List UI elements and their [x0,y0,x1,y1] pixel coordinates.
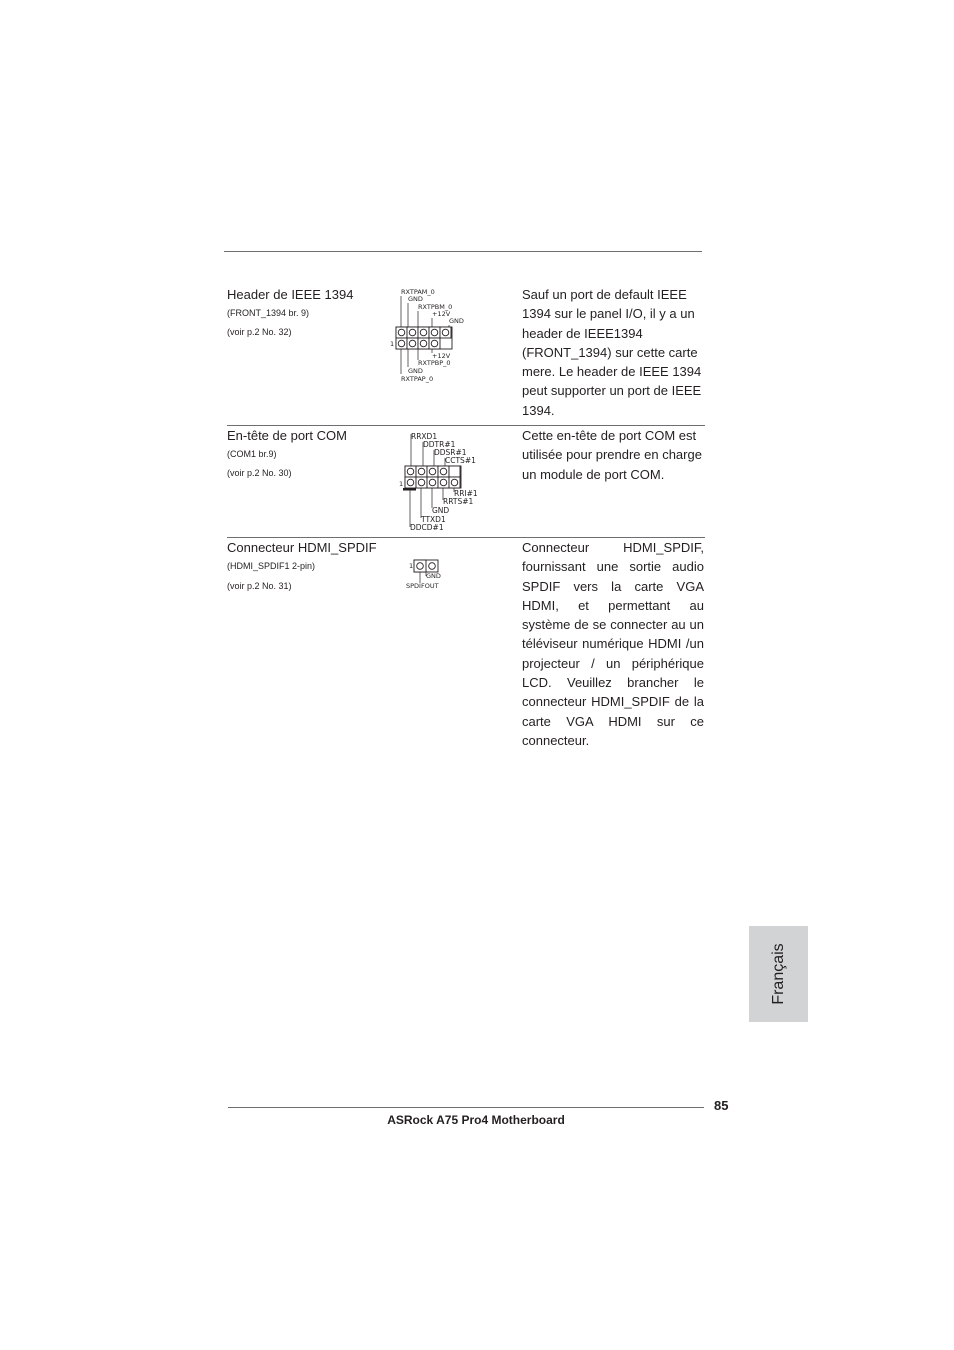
pin-label: +12V [432,310,451,318]
pin-label: RRI#1 [454,489,478,498]
hdmi-spdif-labels [227,540,387,591]
pin-one-marker: 1 [409,562,414,570]
pin-label: GND [408,295,423,303]
page-number: 85 [714,1098,729,1113]
pin-label: RRTS#1 [443,497,474,506]
language-tab [749,926,808,1022]
pin-label: RXTPBP_0 [418,359,451,367]
pin-label: RXTPAM_0 [401,288,435,296]
pin-one-marker: 1 [399,480,404,488]
pin-label: GND [449,317,464,325]
hdmi-spdif-ref2: (voir p.2 No. 31) [227,581,292,591]
hdmi-spdif-pin-diagram [400,556,460,596]
com-ref2: (voir p.2 No. 30) [227,468,292,478]
ieee1394-description: Sauf un port de default IEEE 1394 sur le panel I/O, il y a un header de IEEE1394 (FRONT_1394) sur cette carte mere. Le header de IEEE 1394 peut supporter un port de IEEE 1394. [522,287,702,418]
hdmi-spdif-description: Connecteur HDMI_SPDIF, fournissant une sortie audio SPDIF vers la carte VGA HDMI, et permettant au système de se connecter au un téléviseur numérique HDMI /un projecteur / un périphérique LCD. Veuillez brancher le connecteur HDMI_SPDIF de la carte VGA HDMI sur ce connecteur. [522,540,704,748]
com-title: En-tête de port COM [227,428,347,443]
pin-label: SPDIFOUT [406,582,439,590]
pin-label: GND [426,572,441,580]
pin-label: CCTS#1 [445,456,476,465]
pin-label: RXTPAP_0 [401,375,434,383]
pin-label: TTXD1 [421,515,446,524]
pin-label: RRXD1 [411,432,438,441]
pin-label: DDTR#1 [423,440,456,449]
pin-label: GND [432,506,450,515]
ieee1394-pin-diagram [388,285,478,385]
pin-one-marker: 1 [390,340,395,348]
ieee1394-ref1: (FRONT_1394 br. 9) [227,308,310,318]
ieee1394-ref2: (voir p.2 No. 32) [227,327,292,337]
pin-label: RXTPBM_0 [418,303,453,311]
hdmi-spdif-ref1: (HDMI_SPDIF1 2-pin) [227,561,316,571]
com-description: Cette en-tête de port COM est utilisée pour prendre en charge un module de port COM. [522,428,702,482]
pin-label: DDSR#1 [434,448,467,457]
top-rule [224,251,702,252]
com-labels [227,428,387,478]
com-pin-diagram [396,428,486,534]
ieee1394-title: Header de IEEE 1394 [227,287,354,302]
ieee1394-labels [227,287,387,337]
pin-label: GND [408,367,423,375]
pin-label: +12V [432,352,451,360]
hdmi-spdif-title: Connecteur HDMI_SPDIF [227,540,377,555]
language-tab-label: Français [769,943,787,1005]
pin-label: DDCD#1 [410,523,444,532]
com-ref1: (COM1 br.9) [227,449,277,459]
pin-one-bar [403,488,416,491]
footer-title: ASRock A75 Pro4 Motherboard [387,1113,565,1127]
footer-rule [228,1107,704,1108]
